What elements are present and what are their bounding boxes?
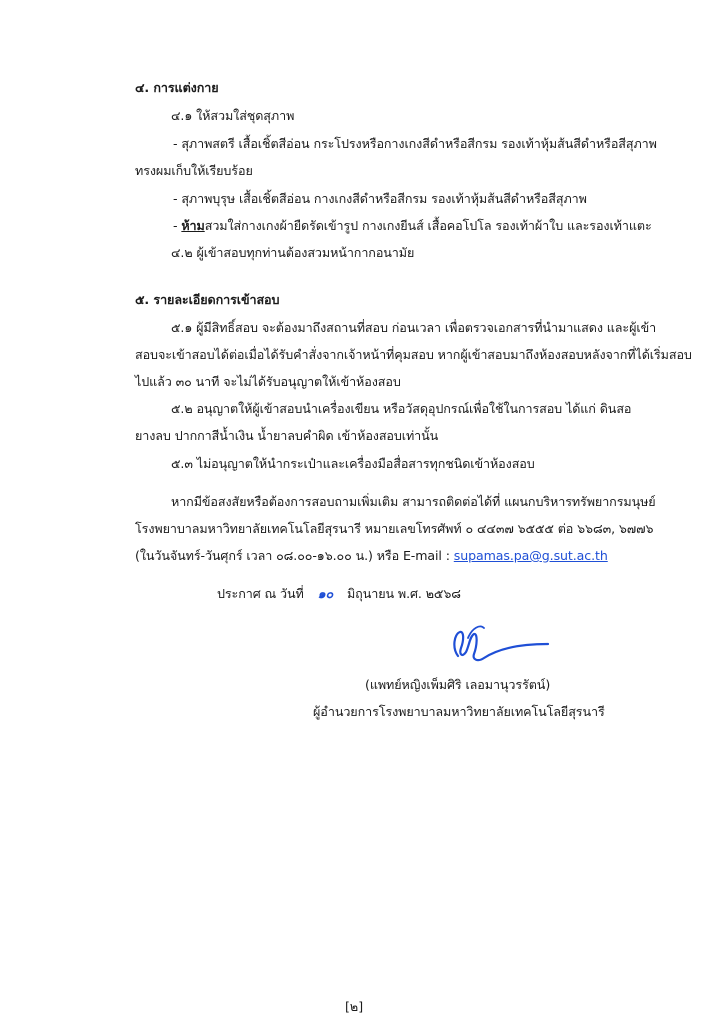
prohibit-word: ห้าม — [181, 218, 205, 233]
contact-line3 — [135, 547, 608, 565]
female-dress-line2: ทรงผมเก็บให้เรียบร้อย — [135, 163, 253, 178]
announce-day: ๑๐ — [317, 586, 334, 601]
item-5-2-line1: ๕.๒ อนุญาตให้ผู้เข้าสอบนำเครื่องเขียน หรือวัสดุอุปกรณ์เพื่อใช้ในการสอบ ได้แก่ ดินสอ — [171, 401, 632, 416]
signatory-position: ผู้อำนวยการโรงพยาบาลมหาวิทยาลัยเทคโนโลยีสุรนารี — [313, 704, 605, 719]
email-link[interactable]: supamas.pa@g.sut.ac.th — [453, 548, 608, 563]
item-5-1-line1: ๕.๑ ผู้มีสิทธิ์สอบ จะต้องมาถึงสถานที่สอบ ก่อนเวลา เพื่อตรวจเอกสารที่นำมาแสดง และผู้เข้า — [171, 320, 657, 335]
item-5-1-line2: สอบจะเข้าสอบได้ต่อเมื่อได้รับคำสั่งจากเจ้าหน้าที่คุมสอบ หากผู้เข้าสอบมาถึงห้องสอบหลังจากที่ได้เริ่มสอบ — [135, 347, 692, 362]
signatory-name: (แพทย์หญิงเพ็มศิริ เลอมานุวรรัตน์) — [365, 677, 551, 692]
section4-heading: ๔. การแต่งกาย — [135, 80, 219, 95]
page-number: [๒] — [345, 999, 364, 1014]
announce-prefix: ประกาศ ณ วันที่ — [217, 586, 304, 601]
announce-suffix: มิถุนายน พ.ศ. ๒๕๖๘ — [346, 586, 461, 601]
item-4-1: ๔.๑ ให้สวมใส่ชุดสุภาพ — [171, 108, 295, 123]
female-dress-line1: - สุภาพสตรี เสื้อเชิ้ตสีอ่อน กระโปรงหรือกางเกงสีดำหรือสีกรม รองเท้าหุ้มส้นสีดำหรือสีสุภาพ — [173, 136, 657, 151]
item-4-2: ๔.๒ ผู้เข้าสอบทุกท่านต้องสวมหน้ากากอนามัย — [171, 245, 415, 260]
prohibit-text: สวมใส่กางเกงผ้ายืดรัดเข้ารูป กางเกงยีนส์ เสื้อคอโปโล รองเท้าผ้าใบ และรองเท้าแตะ — [204, 218, 652, 233]
contact-line2: โรงพยาบาลมหาวิทยาลัยเทคโนโลยีสุรนารี หมายเลขโทรศัพท์ ๐ ๔๔๓๗ ๖๕๕๕ ต่อ ๖๖๘๓, ๖๗๗๖ — [135, 521, 654, 536]
signature-image — [444, 618, 554, 674]
item-5-3: ๕.๓ ไม่อนุญาตให้นำกระเป๋าและเครื่องมือสื่อสารทุกชนิดเข้าห้องสอบ — [171, 456, 535, 471]
item-5-2-line2: ยางลบ ปากกาสีน้ำเงิน น้ำยาลบคำผิด เข้าห้องสอบเท่านั้น — [135, 428, 439, 443]
section5-heading: ๕. รายละเอียดการเข้าสอบ — [135, 292, 280, 307]
contact-hours: (ในวันจันทร์-วันศุกร์ เวลา ๐๘.๐๐-๑๖.๐๐ น.) หรือ E-mail : — [135, 548, 450, 563]
contact-line1: หากมีข้อสงสัยหรือต้องการสอบถามเพิ่มเติม สามารถติดต่อได้ที่ แผนกบริหารทรัพยากรมนุษย์ — [171, 494, 656, 509]
prohibit-prefix: - — [173, 218, 178, 233]
item-5-1-line3: ไปแล้ว ๓๐ นาที จะไม่ได้รับอนุญาตให้เข้าห้องสอบ — [135, 374, 401, 389]
announce-date — [217, 585, 461, 603]
male-dress-line: - สุภาพบุรุษ เสื้อเชิ้ตสีอ่อน กางเกงสีดำหรือสีกรม รองเท้าหุ้มส้นสีดำหรือสีสุภาพ — [173, 191, 587, 206]
prohibit-line — [173, 217, 652, 235]
